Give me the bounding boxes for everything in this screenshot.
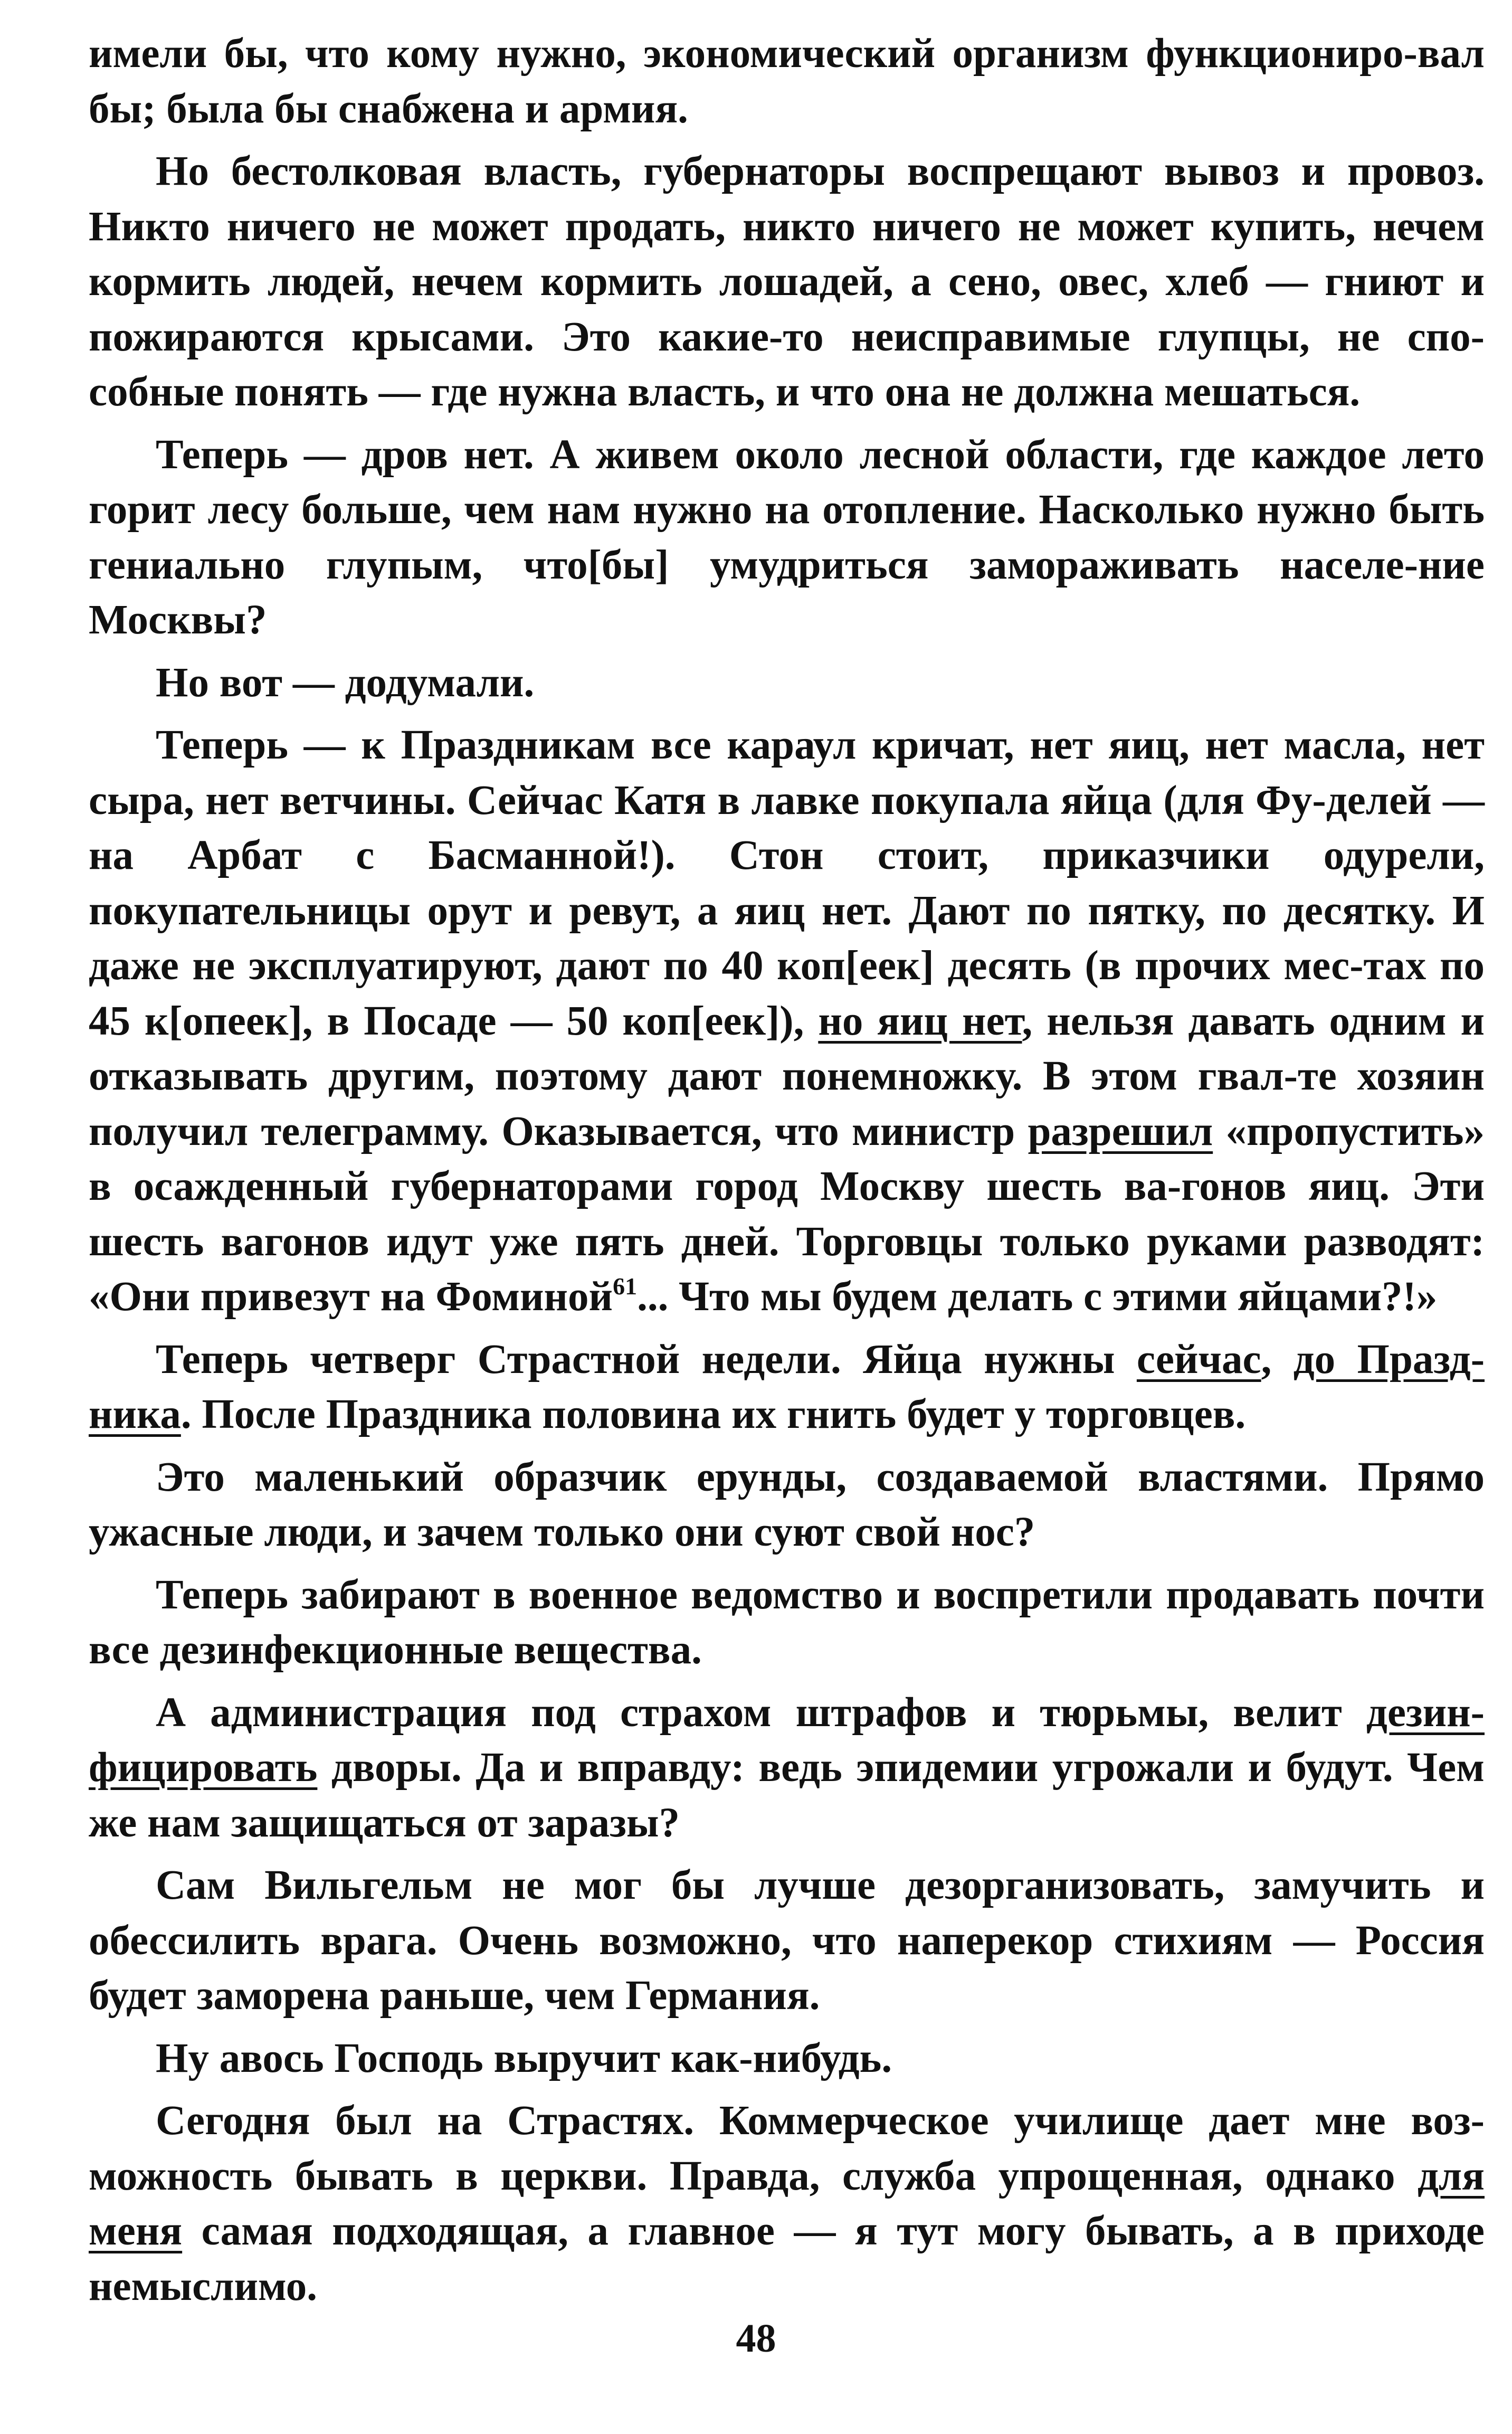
text-run: , нельзя давать одним и отказывать другим, поэтому дают понемножку. В этом гвал-те хозяин получил телеграмму. Оказывается, что министр (89, 998, 1485, 1154)
underlined-text: для меня (89, 2153, 1485, 2254)
text-run: Теперь — дров нет. А живем около лесной области, где каждое лето горит лесу больше, чем нам нужно на отопление. Насколько нужно быть гениально глупым, что[бы] умудриться замораживать населе-ние Москвы? (89, 431, 1485, 643)
underlined-text: сейчас (1136, 1336, 1261, 1382)
text-run: Это маленький образчик ерунды, создаваемой властями. Прямо ужасные люди, и зачем только они суют свой нос? (89, 1454, 1485, 1555)
paragraph-p3 (89, 428, 1485, 648)
text-run: «пропустить» в осажденный губернаторами город Москву шесть ва-гонов яиц. Эти шесть вагонов идут уже пять дней. Торговцы только руками разводят: «Они привезут на Фоминой (89, 1108, 1485, 1320)
text-run: Теперь забирают в военное ведомство и воспретили продавать почти все дезинфекционные вещества. (89, 1571, 1485, 1673)
paragraph-p4 (89, 656, 1485, 711)
text-run: Но бестолковая власть, губернаторы воспрещают вывоз и провоз. Никто ничего не может продать, никто ничего не может купить, нечем кормить людей, нечем кормить лошадей, а сено, овес, хлеб — гниют и пожираются крысами. Это какие-то неисправимые глупцы, не спо-собные понять — где нужна власть, и что она не должна мешаться. (89, 148, 1485, 415)
paragraph-p7 (89, 1450, 1485, 1560)
text-run: А администрация под страхом штрафов и тюрьмы, велит (156, 1689, 1366, 1736)
underlined-text: разрешил (1028, 1108, 1213, 1154)
underlined-text: до Празд-ника (89, 1336, 1485, 1437)
text-run: Сегодня был на Страстях. Коммерческое училище дает мне воз-можность бывать в церкви. Правда, служба упрощенная, однако (89, 2098, 1485, 2199)
paragraph-p6 (89, 1332, 1485, 1443)
underlined-text: но яиц нет (818, 998, 1022, 1044)
paragraph-p2 (89, 144, 1485, 420)
page-body (89, 26, 1485, 2314)
paragraph-p9 (89, 1685, 1485, 1851)
page-number: 48 (736, 2316, 776, 2361)
text-run: дворы. Да и вправду: ведь эпидемии угрожали и будут. Чем же нам защищаться от заразы? (89, 1745, 1485, 1846)
text-run: самая подходящая, а главное — я тут могу бывать, а в приходе немыслимо. (89, 2208, 1485, 2309)
text-run: Теперь — к Праздникам все караул кричат, нет яиц, нет масла, нет сыра, нет ветчины. Сейчас Катя в лавке покупала яйца (для Фу-делей — на Арбат с Басманной!). Стон стоит, приказчики одурели, покупательницы орут и ревут, а яиц нет. Дают по пятку, по десятку. И даже не эксплуатируют, дают по 40 коп[еек] десять (в прочих мес-тах по 45 к[опеек], в Посаде — 50 коп[еек]), (89, 722, 1485, 1044)
underlined-text: дезин-фицировать (89, 1689, 1485, 1791)
text-run: Но вот — додумали. (156, 659, 535, 706)
text-run: . После Праздника половина их гнить будет у торговцев. (180, 1391, 1246, 1437)
paragraph-p10 (89, 1858, 1485, 2024)
paragraph-p1 (89, 26, 1485, 137)
text-run: Ну авось Господь выручит как-нибудь. (156, 2035, 892, 2081)
paragraph-p5 (89, 718, 1485, 1325)
text-run: , (1261, 1336, 1294, 1382)
paragraph-p11 (89, 2031, 1485, 2087)
text-run: ... Что мы будем делать с этими яйцами?!» (637, 1274, 1438, 1320)
paragraph-p12 (89, 2094, 1485, 2314)
text-run: Сам Вильгельм не мог бы лучше дезорганизовать, замучить и обессилить врага. Очень возможно, что наперекор стихиям — Россия будет заморена раньше, чем Германия. (89, 1862, 1485, 2019)
paragraph-p8 (89, 1568, 1485, 1678)
text-run: имели бы, что кому нужно, экономический организм функциониро-вал бы; была бы снабжена и армия. (89, 31, 1485, 132)
footnote-marker: 61 (613, 1273, 638, 1300)
text-run: Теперь четверг Страстной недели. Яйца нужны (156, 1336, 1137, 1382)
